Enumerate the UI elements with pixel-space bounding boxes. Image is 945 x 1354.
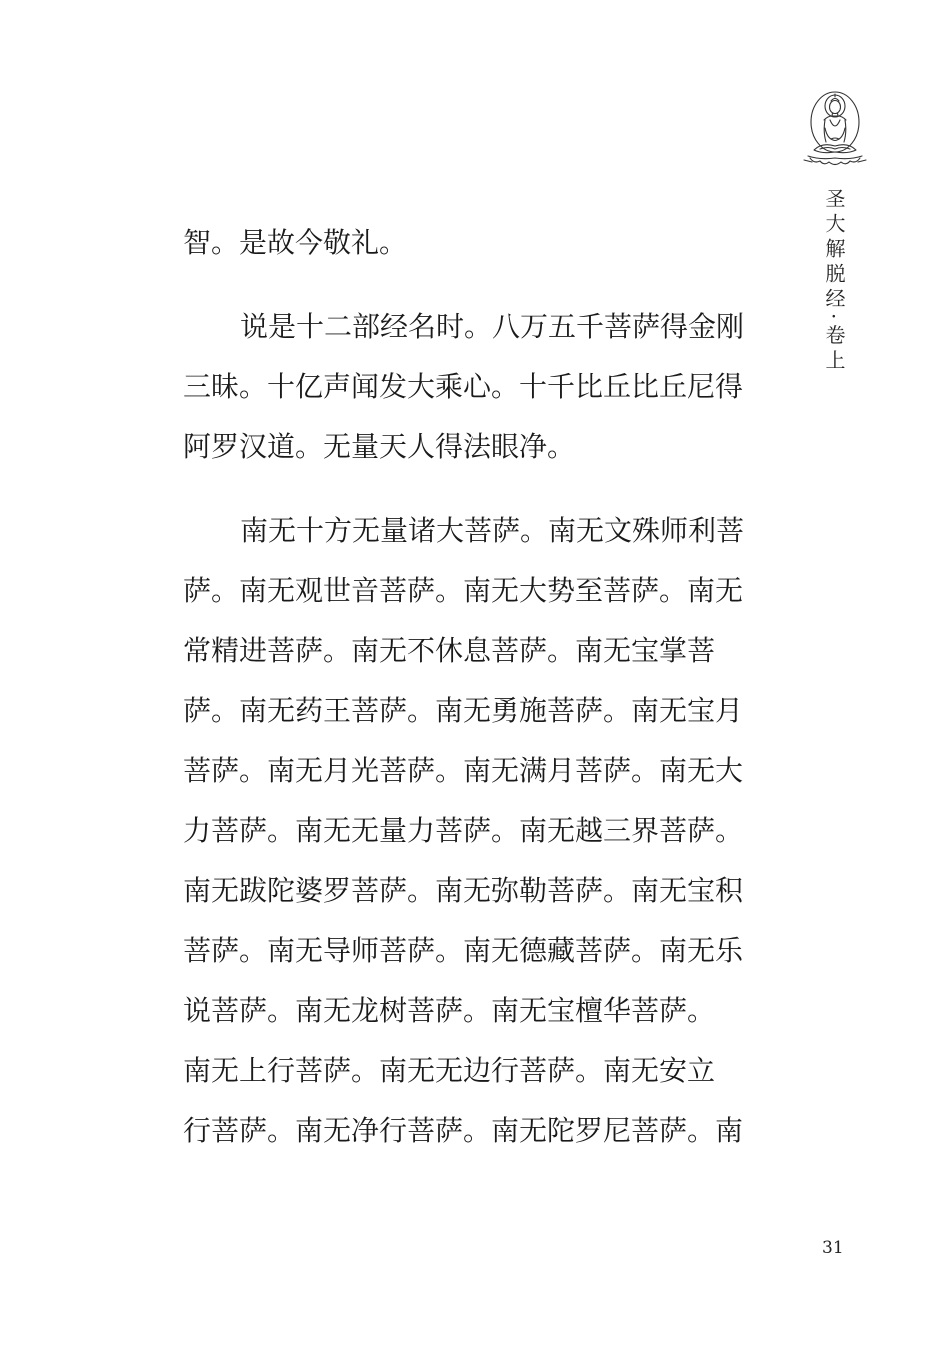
seated-buddha-icon: [800, 88, 870, 170]
text-line: 菩萨。南无导师菩萨。南无德藏菩萨。南无乐: [183, 934, 744, 967]
paragraph: [183, 501, 765, 1161]
paragraph: [183, 297, 765, 477]
body-text: [183, 213, 765, 1161]
text-line: 南无十方无量诸大菩萨。南无文殊师利菩: [240, 514, 745, 547]
text-line: 三昧。十亿声闻发大乘心。十千比丘比丘尼得: [183, 370, 744, 403]
text-line: 力菩萨。南无无量力菩萨。南无越三界菩萨。: [183, 814, 744, 847]
text-line: 说菩萨。南无龙树菩萨。南无宝檀华菩萨。: [183, 994, 716, 1027]
text-line: 萨。南无药王菩萨。南无勇施菩萨。南无宝月: [183, 694, 744, 727]
text-line: 行菩萨。南无净行菩萨。南无陀罗尼菩萨。南: [183, 1114, 744, 1147]
text-line: 菩萨。南无月光菩萨。南无满月菩萨。南无大: [183, 754, 744, 787]
text-line: 南无上行菩萨。南无无边行菩萨。南无安立: [183, 1054, 716, 1087]
text-line: 阿罗汉道。无量天人得法眼净。: [183, 430, 576, 463]
running-head: 圣大解脱经·卷上: [822, 188, 846, 375]
page-number: 31: [822, 1238, 844, 1258]
paragraph: [183, 213, 765, 273]
text-line: 萨。南无观世音菩萨。南无大势至菩萨。南无: [183, 574, 744, 607]
text-line: 南无跋陀婆罗菩萨。南无弥勒菩萨。南无宝积: [183, 874, 744, 907]
text-line: 常精进菩萨。南无不休息菩萨。南无宝掌菩: [183, 634, 716, 667]
text-line: 智。是故今敬礼。: [183, 226, 408, 259]
text-line: 说是十二部经名时。八万五千菩萨得金刚: [240, 310, 745, 343]
